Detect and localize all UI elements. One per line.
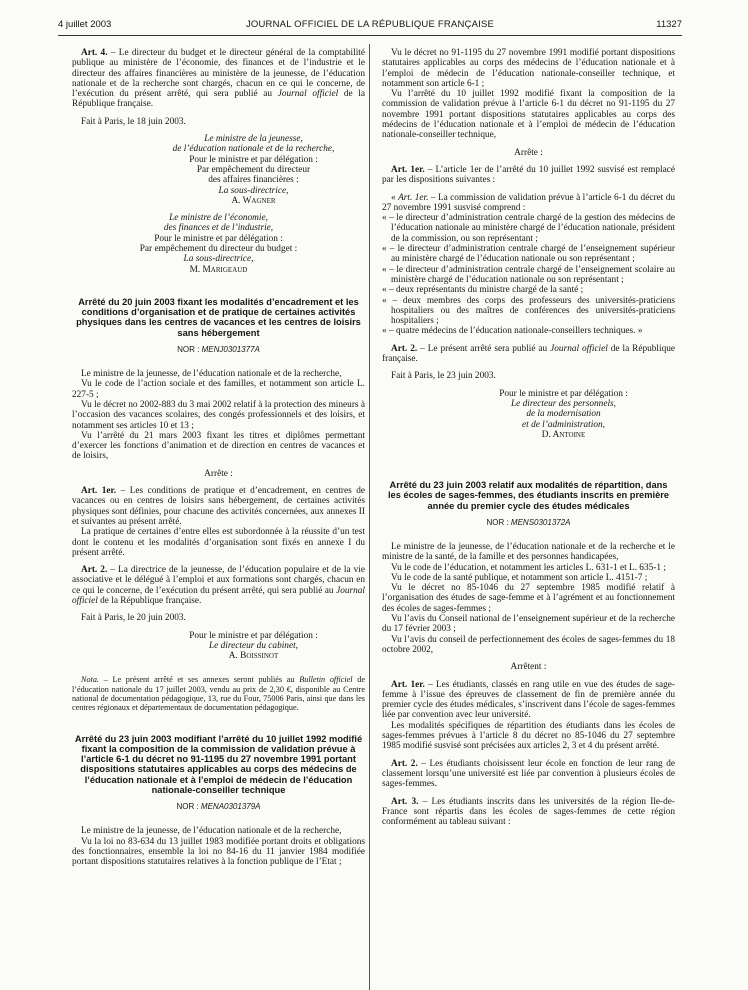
arrete-heading: Arrête : (514, 147, 543, 158)
header-date: 4 juillet 2003 (58, 19, 112, 30)
fait-date-3: Fait à Paris, le 23 juin 2003. (391, 371, 496, 382)
right-column: Vu le décret no 91-1195 du 27 novembre 1991 modifié portant dispositions statutaires applicables au corps des médecins de l’éducation nationale et à l’emploi de médecin de l’éducation nationale-conseiller technique, et notamment son article 6-1 ; Vu l’arrêté du 10 juillet 1992 modifié fixant la composition de la commission de validation prévue à l’article 6-1 du décret no 91-1195 du 27 novembre 1991 portant dispositions statutaires applicables au corps des médecins de l’éducation nationale et à l’emploi de médecin de l’éducation nationale-conseiller technique, Arrête : Art. 1er. – L’article 1er de l’arrêté du 10 juillet 1992 susvisé est remplacé par les dispositions suivantes : « Art. 1er. – La commission de validation prévue à l’article 6-1 du décret du 27 novembre 1991 susvisé comprend : « – le directeur d’administration centrale chargé de la gestion des médecins de l’éducation nationale au ministère chargé de l’éducation nationale, président de la commission, ou son représentant ; « – le directeur d’administration centrale chargé de l’enseignement supérieur au ministère chargé de l’éducation nationale ou son représentant ; « – le directeur d’administration centrale chargé de l’enseignement scolaire au ministère chargé de l’éducation nationale ou son représentant ; « – deux représentants du ministre chargé de la santé ; « – deux membres des corps des professeurs des universités-praticiens hospitaliers ou des maîtres de conférences des universités-praticiens hospitaliers ; « – quatre médecins de l’éducation nationale-conseillers techniques. » Art. 2. – Le présent arrêté sera publié au Journal officiel de la République française. Fait à Paris, le 23 juin 2003. Pour le ministre et par délégation : Le directeur des personnels, de la modernisation et de l’administration, D. Antoine Arrêté du 23 juin 2003 relatif aux modalités de répartition, dans les écoles de sages-femmes, des étudiants inscrits en première année du premier cycle des études médicales NOR : MENS0301372A Le ministre de la jeunesse, de l’éducation nationale et de la recherche et le ministre de la santé, de la famille et des personnes handicapées, Vu le code de l’éducation, et notamment les articles L. 631-1 et L. 635-1 ; Vu le code de la santé publique, et notamment son article L. 4151-7 ; Vu le décret no 85-1046 du 27 septembre 1985 modifié relatif à l’organisation des études de sage-femme et à l’agrément et au fonctionnement des écoles de sages-femmes ; Vu l’avis du Conseil national de l’enseignement supérieur et de la recherche du 17 février 2003 ; Vu l’avis du conseil de perfectionnement des écoles de sages-femmes du 18 octobre 2002, Arrêtent : Art. 1er. – Les étudiants, classés en rang utile en vue des études de sage-femme à l’issue des épreuves de classement de fin de première année du premier cycle des études médicales, s’inscrivent dans l’école de sages-femmes liée par convention avec leur université. Les modalités spécifiques de répartition des étudiants dans les écoles de sages-femmes prévues à l’article 8 du décret no 85-1046 du 27 septembre 1985 modifié susvisé sont précisées aux articles 2, 3 et 4 du présent arrêté. Art. 2. – Les étudiants choisissent leur école en fonction de leur rang de classement lorsqu’une université est liée par convention à plusieurs écoles de sages-femmes. Art. 3. – Les étudiants inscrits dans les universités de la région Ile-de-France sont répartis dans les écoles de sages-femmes de cette région conformément au tableau suivant : (382, 48, 676, 828)
decree-title: Arrêté du 20 juin 2003 fixant les modalités d’encadrement et les conditions d’organisation et de pratique de certaines activités physiques dans les centres de vacances et les centres de loisirs sans hébergement (76, 296, 361, 338)
header-rule (58, 35, 682, 36)
list-item: « – le directeur d’administration centrale chargé de l’enseignement scolaire au ministère chargé de l’éducation nationale ou son représentant ; (382, 264, 675, 285)
nor-reference: NOR : MENS0301372A (486, 517, 571, 527)
arrete-heading: Arrête : (204, 468, 233, 479)
column-divider (369, 44, 370, 990)
art4-paragraph: Art. 4. – Le directeur du budget et le directeur général de la comptabilité publique au ministère de l’économie, des finances et de l’industrie et le directeur des affaires financières au ministère de la jeunesse, de l’éducation nationale et de la recherche sont chargés, chacun en ce qui le concerne, de l’exécution du présent arrêté, qui sera publié au Journal officiel de la République française. (72, 48, 365, 110)
signatory-name: M. Marigeaud (189, 264, 248, 275)
decree-title: Arrêté du 23 juin 2003 relatif aux modalités de répartition, dans les écoles de sages-femmes, des étudiants inscrits en première année du premier cycle des études médicales (387, 480, 670, 511)
arretent-heading: Arrêtent : (510, 662, 547, 673)
nor-reference: NOR : MENJ0301377A (177, 344, 260, 354)
fait-date-1: Fait à Paris, le 18 juin 2003. (81, 116, 186, 127)
signatory-name: A. Wagner (231, 195, 276, 206)
commission-members-list (382, 213, 675, 337)
signature-block-3: Pour le ministre et par délégation : Le directeur du cabinet, A. Boissinot (72, 631, 365, 662)
nor-reference: NOR : MENA0301379A (176, 802, 261, 812)
fait-date-2: Fait à Paris, le 20 juin 2003. (81, 613, 186, 624)
list-item: « – deux membres des corps des professeurs des universités-praticiens hospitaliers ou des maîtres de conférences des universités-praticiens hospitaliers ; (382, 295, 675, 327)
header-title: JOURNAL OFFICIEL DE LA RÉPUBLIQUE FRANÇAISE (245, 19, 495, 30)
list-item: « – le directeur d’administration centrale chargé de l’enseignement supérieur au ministère chargé de l’éducation nationale ou son représentant ; (382, 244, 675, 265)
header-page-number: 11327 (656, 19, 682, 30)
signatory-name: D. Antoine (541, 429, 586, 440)
list-item: « – le directeur d’administration centrale chargé de la gestion des médecins de l’éducation nationale au ministère chargé de l’éducation nationale, président de la commission, ou son représentant ; (382, 213, 675, 244)
signature-block-2: Le ministre de l’économie, des finances et de l’industrie, Pour le ministre et par délégation : Par empêchement du directeur du budget : La sous-directrice, M. Marigeaud (72, 213, 365, 275)
decree-title: Arrêté du 23 juin 2003 modifiant l’arrêté du 10 juillet 1992 modifié fixant la composition de la commission de validation prévue à l’article 6-1 du décret no 91-1195 du 27 novembre 1991 portant dispositions statutaires applicables au corps des médecins de l’éducation nationale et à l’emploi de médecin de l’éducation nationale-conseiller technique (74, 733, 363, 795)
list-item: « – quatre médecins de l’éducation nationale-conseillers techniques. » (382, 326, 643, 337)
left-column: Art. 4. – Le directeur du budget et le directeur général de la comptabilité publique au ministère de l’économie, des finances et de l’industrie et le directeur des affaires financières au ministère de la jeunesse, de l’éducation nationale et de la recherche sont chargés, chacun en ce qui le concerne, de l’exécution du présent arrêté, qui sera publié au Journal officiel de la République française. Fait à Paris, le 18 juin 2003. Le ministre de la jeunesse, de l’éducation nationale et de la recherche, Pour le ministre et par délégation : Par empêchement du directeur des affaires financières : La sous-directrice, A. Wagner Le ministre de l’économie, des finances et de l’industrie, Pour le ministre et par délégation : Par empêchement du directeur du budget : La sous-directrice, M. Marigeaud Arrêté du 20 juin 2003 fixant les modalités d’encadrement et les conditions d’organisation et de pratique de certaines activités physiques dans les centres de vacances et les centres de loisirs sans hébergement NOR : MENJ0301377A Le ministre de la jeunesse, de l’éducation nationale et de la recherche, Vu le code de l’action sociale et des familles, et notamment son article L. 227-5 ; Vu le décret no 2002-883 du 3 mai 2002 relatif à la protection des mineurs à l’occasion des vacances scolaires, des congés professionnels et des loisirs, et notamment ses articles 10 et 13 ; Vu l’arrêté du 21 mars 2003 fixant les titres et diplômes permettant d’exercer les fonctions d’animation et de direction en centres de vacances et de loisirs, Arrête : Art. 1er. – Les conditions de pratique et d’encadrement, en centres de vacances ou en centres de loisirs sans hébergement, de certaines activités physiques sont définies, pour chacune des activités concernées, aux annexes II et suivantes au présent arrêté. La pratique de certaines d’entre elles est subordonnée à la réussite d’un test dont le contenu et les modalités d’organisation sont fixés en annexe I du présent arrêté. Art. 2. – La directrice de la jeunesse, de l’éducation populaire et de la vie associative et le délégué à l’emploi et aux formations sont chargés, chacun en ce qui le concerne, de l’exécution du présent arrêté, qui sera publié au Journal officiel de la République française. Fait à Paris, le 20 juin 2003. Pour le ministre et par délégation : Le directeur du cabinet, A. Boissinot Nota. – Le présent arrêté et ses annexes seront publiés au Bulletin officiel de l’éducation nationale du 17 juillet 2003, vendu au prix de 2,30 €, disponible au Centre national de documentation pédagogique, 13, rue du Four, 75006 Paris, ainsi que dans les centres régionaux et départementaux de documentation pédagogique. Arrêté du 23 juin 2003 modifiant l’arrêté du 10 juillet 1992 modifié fixant la composition de la commission de validation prévue à l’article 6-1 du décret no 91-1195 du 27 novembre 1991 portant dispositions statutaires applicables au corps des médecins de l’éducation nationale et à l’emploi de médecin de l’éducation nationale-conseiller technique NOR : MENA0301379A Le ministre de la jeunesse, de l’éducation nationale et de la recherche, Vu la loi no 83-634 du 13 juillet 1983 modifiée portant droits et obligations des fonctionnaires, ensemble la loi no 84-16 du 11 janvier 1984 modifiée portant dispositions statutaires relatives à la fonction publique de l’Etat ; (72, 48, 365, 868)
signature-block-1: Le ministre de la jeunesse, de l’éducation nationale et de la recherche, Pour le ministre et par délégation : Par empêchement du directeur des affaires financières : La sous-directrice, A. Wagner (72, 134, 365, 206)
page-header (58, 19, 682, 35)
signature-block-4: Pour le ministre et par délégation : Le directeur des personnels, de la modernisation et de l’administration, D. Antoine (382, 389, 675, 440)
signatory-name: A. Boissinot (228, 651, 279, 662)
nota-note: Nota. – Le présent arrêté et ses annexes seront publiés au Bulletin officiel de l’éducation nationale du 17 juillet 2003, vendu au prix de 2,30 €, disponible au Centre national de documentation pédagogique, 13, rue du Four, 75006 Paris, ainsi que dans les centres régionaux et départementaux de documentation pédagogique. (72, 675, 365, 712)
list-item: « – deux représentants du ministre chargé de la santé ; (382, 285, 584, 296)
